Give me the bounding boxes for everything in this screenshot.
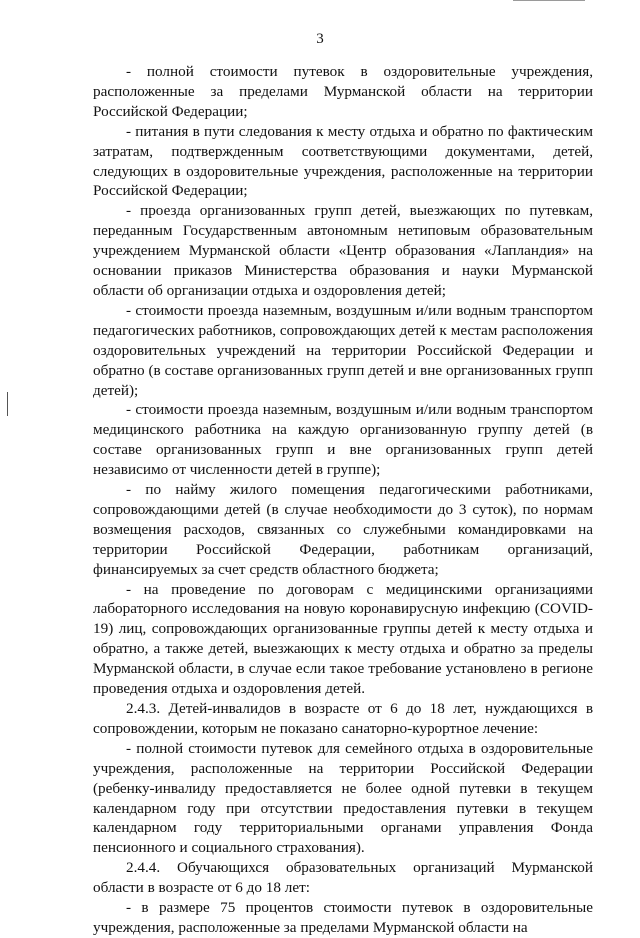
paragraph-7: - на проведение по договорам с медицинскими организациями лабораторного исследования на новую коронавирусную инфекцию (COVID-19) лиц, сопровождающих организованные группы детей к месту отдыха и обратно, а также детей, выезжающих к месту отдыха и обратно за пределы Мурманской области, в случае если такое требование установлено в регионе проведения отдыха и оздоровления детей. <box>93 580 593 698</box>
paragraph-9: - полной стоимости путевок для семейного отдыха в оздоровительные учреждения, расположенные на территории Российской Федерации (ребенку-инвалиду предоставляется не более одной путевки в текущем календарном году при отсутствии предоставления путевки в текущем календарном году территориальными органами управления Фонда пенсионного и социального страхования). <box>93 739 593 857</box>
document-body <box>93 62 593 938</box>
page-number: 3 <box>316 31 324 47</box>
top-rule <box>513 0 585 1</box>
paragraph-10: 2.4.4. Обучающихся образовательных организаций Мурманской области в возрасте от 6 до 18 лет: <box>93 859 593 897</box>
paragraph-1: - полной стоимости путевок в оздоровительные учреждения, расположенные за пределами Мурманской области на территории Российской Федерации; <box>93 63 593 120</box>
paragraph-3: - проезда организованных групп детей, выезжающих по путевкам, переданным Государственным автономным нетиповым образовательным учреждением Мурманской области «Центр образования «Лапландия» на основании приказов Министерства образования и науки Мурманской области об организации отдыха и оздоровления детей; <box>93 202 593 299</box>
margin-mark <box>7 392 8 416</box>
paragraph-4: - стоимости проезда наземным, воздушным и/или водным транспортом педагогических работников, сопровождающих детей к местам расположения оздоровительных учреждений на территории Российской Федерации и обратно (в составе организованных групп детей и вне организованных групп детей); <box>93 301 593 399</box>
paragraph-2: - питания в пути следования к месту отдыха и обратно по фактическим затратам, подтвержденным соответствующими документами, детей, следующих в оздоровительные учреждения, расположенные на территории Российской Федерации; <box>93 122 593 200</box>
paragraph-8: 2.4.3. Детей-инвалидов в возрасте от 6 до 18 лет, нуждающихся в сопровождении, которым не показано санаторно-курортное лечение: <box>93 700 593 737</box>
paragraph-11: - в размере 75 процентов стоимости путевок в оздоровительные учреждения, расположенные за пределами Мурманской области на <box>93 899 593 936</box>
paragraph-5: - стоимости проезда наземным, воздушным и/или водным транспортом медицинского работника на каждую организованную группу детей (в составе организованных групп и вне организованных групп детей независимо от численности детей в группе); <box>93 401 593 479</box>
paragraph-6: - по найму жилого помещения педагогическими работниками, сопровождающими детей (в случае необходимости до 3 суток), по нормам возмещения расходов, связанных со служебными командировками на территории Российской Федерации, работникам организаций, финансируемых за счет средств областного бюджета; <box>93 481 593 578</box>
